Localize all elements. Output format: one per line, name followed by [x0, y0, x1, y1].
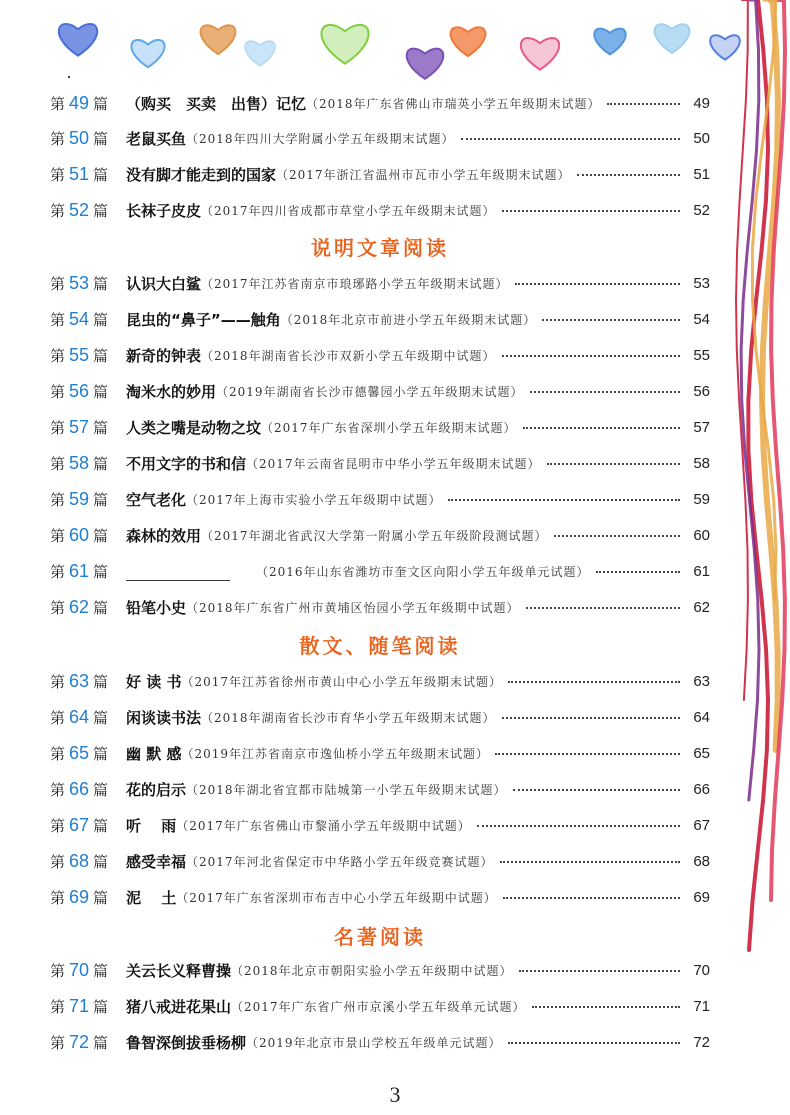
entry-title: 昆虫的“鼻子”——触角: [126, 310, 281, 329]
entry-title: 不用文字的书和信: [126, 454, 247, 473]
heart-icon: [594, 29, 625, 55]
entry-page-number: 67: [693, 816, 710, 834]
entry-number: [50, 960, 126, 981]
dot-leader: [577, 174, 680, 176]
entry-prefix: 第: [50, 526, 66, 545]
entry-page-number: 63: [693, 672, 710, 690]
entry-suffix: 篇: [93, 490, 109, 509]
entry-page-number: 69: [693, 888, 710, 906]
entry-page-number: 71: [693, 997, 710, 1015]
entry-number: [50, 887, 126, 908]
dot-leader: [502, 210, 680, 212]
entry-page-number: 52: [693, 201, 710, 219]
entry-index: 68: [69, 850, 90, 871]
toc-entry[interactable]: [50, 955, 710, 985]
entry-number: [50, 128, 126, 149]
entry-title: 认识大白鲨: [126, 274, 202, 293]
dot-leader: [500, 861, 680, 863]
entry-source: （2018年湖南省长沙市育华小学五年级期末试题）: [201, 710, 496, 725]
entry-source: （2017年江苏省徐州市黄山中心小学五年级期末试题）: [181, 674, 502, 689]
toc-entry[interactable]: [50, 159, 710, 189]
entry-page-number: 54: [693, 310, 710, 328]
entry-source: （2017年广东省深圳市布吉中心小学五年级期中试题）: [176, 890, 497, 905]
entry-title: 闲谈读书法: [126, 708, 202, 727]
entry-index: 53: [69, 272, 90, 293]
entry-index: 63: [69, 670, 90, 691]
page-number: 3: [389, 1082, 401, 1107]
dot-leader: [448, 499, 680, 501]
heart-icon: [59, 24, 97, 56]
dot-leader: [554, 535, 680, 537]
entry-prefix: 第: [50, 598, 66, 617]
entry-page-number: 59: [693, 490, 710, 508]
dot-leader: [503, 897, 680, 899]
entry-source: （2019年江苏省南京市逸仙桥小学五年级期末试题）: [181, 746, 489, 761]
dot-leader: [515, 283, 680, 285]
entry-number: [50, 597, 126, 618]
dot-leader: [519, 970, 680, 972]
entry-page-number: 64: [693, 708, 710, 726]
entry-suffix: 篇: [93, 129, 109, 148]
entry-number: [50, 525, 126, 546]
toc-entry[interactable]: [50, 991, 710, 1021]
entry-source: （2017年江苏省南京市琅琊路小学五年级期末试题）: [201, 276, 509, 291]
entry-prefix: 第: [50, 418, 66, 437]
entry-title: 鲁智深倒拔垂杨柳: [126, 1033, 247, 1052]
dot-leader: [495, 753, 680, 755]
dot-leader: [477, 825, 680, 827]
entry-prefix: 第: [50, 201, 66, 220]
entry-number: [50, 200, 126, 221]
entry-suffix: 篇: [93, 454, 109, 473]
entry-index: 51: [69, 163, 90, 184]
toc-entry[interactable]: [50, 738, 710, 768]
entry-index: 50: [69, 127, 90, 148]
entry-prefix: 第: [50, 310, 66, 329]
entry-title: 幽 默 感: [126, 744, 182, 763]
entry-suffix: 篇: [93, 888, 109, 907]
entry-index: 70: [69, 959, 90, 980]
entry-title: 花的启示: [126, 780, 187, 799]
entry-suffix: 篇: [93, 165, 109, 184]
entry-index: 60: [69, 524, 90, 545]
heart-icon: [131, 40, 164, 67]
entry-suffix: 篇: [93, 526, 109, 545]
entry-prefix: 第: [50, 744, 66, 763]
heart-icon: [321, 25, 368, 64]
entry-number: [50, 381, 126, 402]
entry-page-number: 70: [693, 961, 710, 979]
ribbon-decoration: [728, 0, 790, 1000]
entry-title: 淘米水的妙用: [126, 382, 217, 401]
entry-suffix: 篇: [93, 961, 109, 980]
toc-entry[interactable]: [50, 376, 710, 406]
entry-suffix: 篇: [93, 708, 109, 727]
entry-prefix: 第: [50, 382, 66, 401]
entry-number: [50, 93, 126, 114]
dot-leader: [542, 319, 680, 321]
entry-number: [50, 671, 126, 692]
toc-entry[interactable]: [50, 123, 710, 153]
dot-leader: [526, 607, 680, 609]
entry-page-number: 49: [693, 94, 710, 112]
entry-index: 65: [69, 742, 90, 763]
entry-index: 54: [69, 308, 90, 329]
entry-index: 72: [69, 1031, 90, 1052]
entry-prefix: 第: [50, 129, 66, 148]
entry-suffix: 篇: [93, 94, 109, 113]
dot-leader: [607, 103, 680, 105]
entry-index: 62: [69, 596, 90, 617]
entry-page-number: 60: [693, 526, 710, 544]
entry-page-number: 61: [693, 562, 710, 580]
toc-entry[interactable]: [50, 882, 710, 912]
dot-leader: [530, 391, 680, 393]
toc-entry[interactable]: [50, 774, 710, 804]
hearts-banner: [0, 0, 790, 90]
section-heading-essay: 散文、随笔阅读: [299, 634, 461, 658]
toc-entry[interactable]: [50, 556, 710, 586]
entry-number: [50, 996, 126, 1017]
entry-source: （2016年山东省潍坊市奎文区向阳小学五年级单元试题）: [256, 564, 590, 579]
heart-icon: [201, 25, 236, 54]
entry-suffix: 篇: [93, 562, 109, 581]
entry-prefix: 第: [50, 997, 66, 1016]
entry-suffix: 篇: [93, 418, 109, 437]
entry-title: 感受幸福: [126, 852, 187, 871]
entry-source: （2018年广东省佛山市瑞英小学五年级期末试题）: [306, 96, 601, 111]
entry-index: 66: [69, 778, 90, 799]
entry-source: （2018年四川大学附属小学五年级期末试题）: [186, 131, 455, 146]
dot-leader: [547, 463, 680, 465]
dot-leader: [508, 1042, 680, 1044]
entry-number: [50, 851, 126, 872]
entry-index: 49: [69, 92, 90, 113]
entry-suffix: 篇: [93, 310, 109, 329]
entry-suffix: 篇: [93, 816, 109, 835]
heart-icon: [245, 41, 275, 65]
entry-index: 58: [69, 452, 90, 473]
entry-title: 铅笔小史: [126, 598, 187, 617]
entry-suffix: 篇: [93, 274, 109, 293]
section-heading-expository: 说明文章阅读: [311, 236, 449, 260]
entry-suffix: 篇: [93, 201, 109, 220]
entry-prefix: 第: [50, 1033, 66, 1052]
entry-title: 关云长义释曹操: [126, 961, 232, 980]
dot-leader: [508, 681, 680, 683]
entry-page-number: 58: [693, 454, 710, 472]
toc-entry[interactable]: [50, 88, 710, 118]
entry-page-number: 55: [693, 346, 710, 364]
page-mark: [68, 76, 70, 78]
entry-title: 听 雨: [126, 816, 177, 835]
entry-prefix: 第: [50, 708, 66, 727]
entry-title: 人类之嘴是动物之坟: [126, 418, 262, 437]
entry-title: 长袜子皮皮: [126, 201, 202, 220]
entry-suffix: 篇: [93, 672, 109, 691]
entry-prefix: 第: [50, 490, 66, 509]
entry-title: 猪八戒进花果山: [126, 997, 232, 1016]
entry-page-number: 62: [693, 598, 710, 616]
toc-entry[interactable]: [50, 846, 710, 876]
entry-number: [50, 561, 126, 582]
entry-title-blank: [126, 562, 230, 581]
entry-prefix: 第: [50, 961, 66, 980]
entry-suffix: 篇: [93, 744, 109, 763]
entry-index: 69: [69, 886, 90, 907]
entry-index: 67: [69, 814, 90, 835]
toc-entry[interactable]: [50, 702, 710, 732]
entry-source: （2018年广东省广州市黄埔区怡园小学五年级期中试题）: [186, 600, 520, 615]
entry-source: （2017年广东省广州市京溪小学五年级单元试题）: [231, 999, 526, 1014]
entry-source: （2018年北京市前进小学五年级期末试题）: [280, 312, 537, 327]
entry-number: [50, 417, 126, 438]
entry-index: 57: [69, 416, 90, 437]
toc-entry[interactable]: [50, 304, 710, 334]
entry-page-number: 53: [693, 274, 710, 292]
entry-number: [50, 743, 126, 764]
toc-entry[interactable]: [50, 666, 710, 696]
entry-prefix: 第: [50, 94, 66, 113]
entry-page-number: 65: [693, 744, 710, 762]
entry-page-number: 56: [693, 382, 710, 400]
toc-entry[interactable]: [50, 268, 710, 298]
heart-icon: [655, 24, 690, 53]
entry-number: [50, 707, 126, 728]
entry-index: 52: [69, 199, 90, 220]
entry-page-number: 66: [693, 780, 710, 798]
entry-source: （2019年湖南省长沙市德馨园小学五年级期末试题）: [216, 384, 524, 399]
entry-source: （2018年北京市朝阳实验小学五年级期中试题）: [231, 963, 513, 978]
entry-source: （2017年湖北省武汉大学第一附属小学五年级阶段测试题）: [201, 528, 548, 543]
toc-entry[interactable]: [50, 520, 710, 550]
entry-index: 56: [69, 380, 90, 401]
entry-suffix: 篇: [93, 1033, 109, 1052]
entry-prefix: 第: [50, 346, 66, 365]
entry-source: （2017年广东省深圳小学五年级期末试题）: [261, 420, 517, 435]
dot-leader: [502, 717, 680, 719]
entry-prefix: 第: [50, 454, 66, 473]
entry-index: 55: [69, 344, 90, 365]
entry-number: [50, 309, 126, 330]
entry-prefix: 第: [50, 852, 66, 871]
entry-title: 好 读 书: [126, 672, 182, 691]
toc-entry[interactable]: [50, 448, 710, 478]
entry-number: [50, 345, 126, 366]
entry-page-number: 72: [693, 1033, 710, 1051]
entry-number: [50, 164, 126, 185]
toc-entry[interactable]: [50, 810, 710, 840]
entry-source: （2018年湖北省宜都市陆城第一小学五年级期末试题）: [186, 782, 507, 797]
entry-source: （2017年广东省佛山市黎涌小学五年级期中试题）: [176, 818, 471, 833]
entry-page-number: 50: [693, 129, 710, 147]
entry-page-number: 51: [693, 165, 710, 183]
entry-suffix: 篇: [93, 780, 109, 799]
entry-title: 没有脚才能走到的国家: [126, 165, 277, 184]
entry-title: 空气老化: [126, 490, 187, 509]
entry-index: 59: [69, 488, 90, 509]
entry-page-number: 57: [693, 418, 710, 436]
entry-prefix: 第: [50, 562, 66, 581]
toc-entry[interactable]: [50, 592, 710, 622]
entry-suffix: 篇: [93, 598, 109, 617]
section-heading-classics: 名著阅读: [334, 925, 426, 949]
dot-leader: [461, 138, 680, 140]
toc-entry[interactable]: [50, 484, 710, 514]
entry-title: 老鼠买鱼: [126, 129, 187, 148]
heart-icon: [451, 27, 486, 56]
entry-prefix: 第: [50, 780, 66, 799]
entry-suffix: 篇: [93, 852, 109, 871]
toc-entry[interactable]: [50, 340, 710, 370]
dot-leader: [513, 789, 680, 791]
entry-title: 泥 土: [126, 888, 177, 907]
entry-suffix: 篇: [93, 346, 109, 365]
entry-prefix: 第: [50, 888, 66, 907]
entry-suffix: 篇: [93, 382, 109, 401]
entry-number: [50, 815, 126, 836]
entry-title: （购买 买卖 出售）记忆: [126, 94, 307, 113]
entry-prefix: 第: [50, 274, 66, 293]
entry-title: 森林的效用: [126, 526, 202, 545]
entry-prefix: 第: [50, 672, 66, 691]
heart-icon: [521, 38, 559, 70]
entry-number: [50, 453, 126, 474]
dot-leader: [596, 571, 680, 573]
entry-number: [50, 273, 126, 294]
dot-leader: [502, 355, 680, 357]
entry-index: 71: [69, 995, 90, 1016]
entry-source: （2017年云南省昆明市中华小学五年级期末试题）: [246, 456, 541, 471]
dot-leader: [523, 427, 680, 429]
entry-number: [50, 489, 126, 510]
toc-entry[interactable]: [50, 195, 710, 225]
entry-source: （2017年河北省保定市中华路小学五年级竞赛试题）: [186, 854, 494, 869]
entry-index: 64: [69, 706, 90, 727]
heart-icon: [407, 49, 444, 79]
entry-number: [50, 779, 126, 800]
dot-leader: [532, 1006, 680, 1008]
entry-source: （2017年四川省成都市草堂小学五年级期末试题）: [201, 203, 496, 218]
entry-prefix: 第: [50, 165, 66, 184]
entry-index: 61: [69, 560, 90, 581]
toc-entry[interactable]: [50, 412, 710, 442]
entry-source: （2018年湖南省长沙市双新小学五年级期中试题）: [201, 348, 496, 363]
entry-title: 新奇的钟表: [126, 346, 202, 365]
entry-page-number: 68: [693, 852, 710, 870]
toc-entry[interactable]: [50, 1027, 710, 1057]
entry-source: （2019年北京市景山学校五年级单元试题）: [246, 1035, 502, 1050]
entry-source: （2017年浙江省温州市瓦市小学五年级期末试题）: [276, 167, 571, 182]
entry-source: （2017年上海市实验小学五年级期中试题）: [186, 492, 442, 507]
entry-prefix: 第: [50, 816, 66, 835]
entry-number: [50, 1032, 126, 1053]
entry-suffix: 篇: [93, 997, 109, 1016]
